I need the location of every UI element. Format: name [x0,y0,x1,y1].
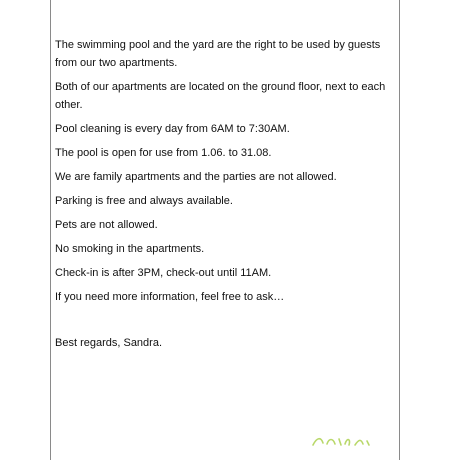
closing-signature: Best regards, Sandra. [55,337,163,349]
rule-item: The swimming pool and the yard are the right to be used by guests from our two apartments. [55,39,381,69]
rule-item: Both of our apartments are located on the ground floor, next to each other. [55,81,386,111]
rules-list [55,36,395,312]
rule-item: If you need more information, feel free to ask… [55,291,285,303]
rule-item: We are family apartments and the parties are not allowed. [55,171,337,183]
rule-item: The pool is open for use from 1.06. to 31.08. [55,147,272,159]
rule-item: Pool cleaning is every day from 6AM to 7:30AM. [55,123,290,135]
rule-item: Parking is free and always available. [55,195,233,207]
rule-item: Check-in is after 3PM, check-out until 11AM. [55,267,272,279]
rule-item: No smoking in the apartments. [55,243,205,255]
document-page [50,0,400,460]
decorative-flourish-icon [311,435,381,447]
rule-item: Pets are not allowed. [55,219,158,231]
